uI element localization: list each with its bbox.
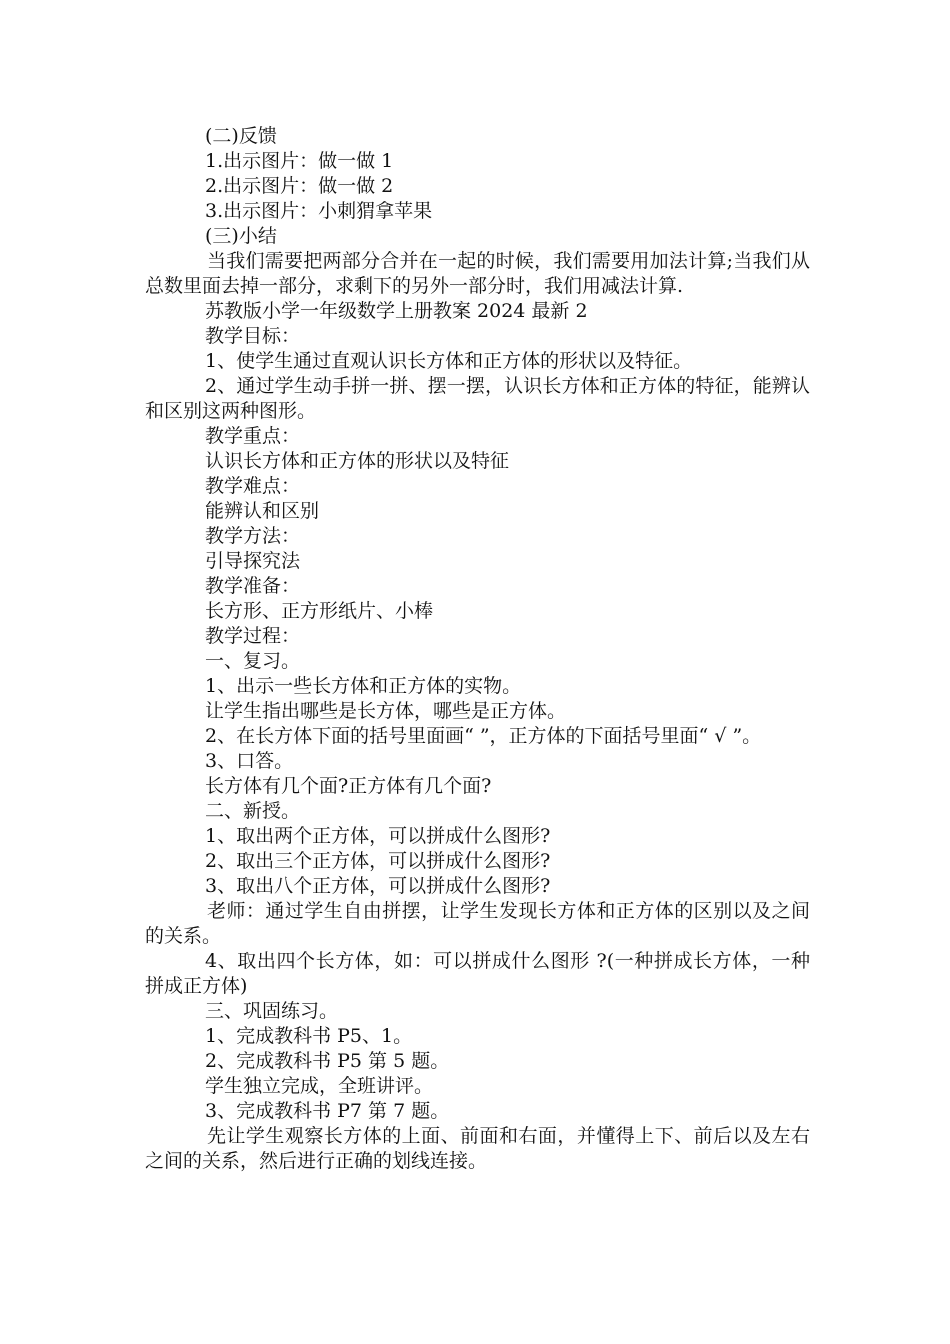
paragraph: 引导探究法 [205, 550, 301, 572]
paragraph: 2、通过学生动手拼一拼、摆一摆，认识长方体和正方体的特征，能辨认和区别这两种图形。 [145, 375, 810, 422]
paragraph: 苏教版小学一年级数学上册教案 2024 最新 2 [205, 300, 588, 322]
paragraph: 教学过程： [205, 625, 301, 647]
paragraph: 认识长方体和正方体的形状以及特征 [205, 450, 510, 472]
paragraph: 1、出示一些长方体和正方体的实物。 [205, 675, 522, 697]
paragraph: (三)小结 [205, 225, 277, 247]
paragraph: 3、口答。 [205, 750, 294, 772]
paragraph: 4、取出四个长方体，如：可以拼成什么图形 ?(一种拼成长方体，一种拼成正方体) [145, 950, 810, 997]
paragraph: 1.出示图片：做一做 1 [205, 150, 394, 172]
paragraph: 当我们需要把两部分合并在一起的时候，我们需要用加法计算;当我们从总数里面去掉一部分，求剩下的另外一部分时，我们用减法计算. [145, 250, 810, 297]
paragraph: 2、取出三个正方体，可以拼成什么图形? [205, 850, 551, 872]
paragraph: 教学难点： [205, 475, 301, 497]
paragraph: 3、完成教科书 P7 第 7 题。 [205, 1100, 450, 1122]
document-body [145, 124, 810, 1174]
paragraph: 教学目标： [205, 325, 301, 347]
paragraph: 2.出示图片：做一做 2 [205, 175, 394, 197]
paragraph: 教学重点： [205, 425, 301, 447]
paragraph: 一、复习。 [205, 650, 301, 672]
paragraph: 1、完成教科书 P5、1。 [205, 1025, 413, 1047]
paragraph: 长方形、正方形纸片、小棒 [205, 600, 434, 622]
paragraph: 三、巩固练习。 [205, 1000, 339, 1022]
paragraph: 能辨认和区别 [205, 500, 320, 522]
paragraph: 老师：通过学生自由拼摆，让学生发现长方体和正方体的区别以及之间的关系。 [145, 900, 810, 947]
paragraph: (二)反馈 [205, 125, 277, 147]
paragraph: 二、新授。 [205, 800, 301, 822]
paragraph: 让学生指出哪些是长方体，哪些是正方体。 [205, 700, 567, 722]
paragraph: 长方体有几个面?正方体有几个面? [205, 775, 492, 797]
paragraph: 1、使学生通过直观认识长方体和正方体的形状以及特征。 [205, 350, 693, 372]
paragraph: 2、在长方体下面的括号里面画“ ”，正方体的下面括号里面“ √ ”。 [205, 725, 762, 747]
paragraph: 教学方法： [205, 525, 301, 547]
paragraph: 先让学生观察长方体的上面、前面和右面，并懂得上下、前后以及左右之间的关系，然后进行正确的划线连接。 [145, 1125, 810, 1172]
paragraph: 教学准备： [205, 575, 301, 597]
paragraph: 3.出示图片：小刺猬拿苹果 [205, 200, 433, 222]
paragraph: 3、取出八个正方体，可以拼成什么图形? [205, 875, 551, 897]
paragraph: 1、取出两个正方体，可以拼成什么图形? [205, 825, 551, 847]
paragraph: 学生独立完成，全班讲评。 [205, 1075, 434, 1097]
paragraph: 2、完成教科书 P5 第 5 题。 [205, 1050, 450, 1072]
